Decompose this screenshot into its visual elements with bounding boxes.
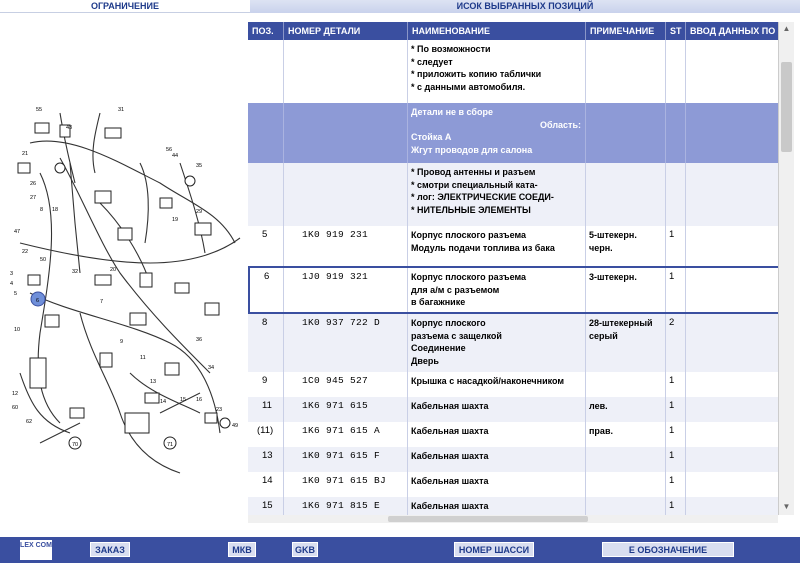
row-pos: 11 [248, 397, 284, 422]
row-name [408, 372, 586, 397]
row-name-line: * НИТЕЛЬНЫЕ ЭЛЕМЕНТЫ [411, 204, 531, 215]
column-header-name[interactable]: НАИМЕНОВАНИЕ [408, 22, 586, 40]
svg-text:20: 20 [110, 267, 117, 273]
svg-text:6: 6 [36, 298, 40, 304]
row-name-line: * Провод антенны и разъем [411, 167, 536, 177]
row-name-line: * с данными автомобиля. [411, 81, 526, 92]
svg-text:50: 50 [40, 257, 47, 263]
svg-text:10: 10 [14, 327, 21, 333]
column-header-qty[interactable]: ST [666, 22, 686, 40]
chassis-number-button[interactable]: НОМЕР ШАССИ [454, 542, 534, 557]
row-part-number: 1J0 919 321 [284, 268, 408, 312]
row-data-input[interactable] [686, 40, 778, 103]
row-note [586, 447, 666, 472]
row-name-line: для а/м с разъемом [411, 284, 500, 295]
row-data-input[interactable] [686, 497, 778, 515]
row-part-number: 1K0 937 722 D [284, 314, 408, 372]
svg-text:22: 22 [22, 249, 29, 255]
table-header [248, 22, 778, 40]
row-qty: 1 [666, 497, 686, 515]
row-pos: (11) [248, 422, 284, 447]
svg-text:12: 12 [12, 391, 19, 397]
svg-text:43: 43 [66, 125, 73, 131]
row-qty: 1 [666, 422, 686, 447]
svg-text:7: 7 [100, 299, 104, 305]
row-data-input[interactable] [686, 447, 778, 472]
row-pos [248, 40, 284, 103]
svg-text:15: 15 [180, 397, 187, 403]
row-name-line: * приложить копию таблички [411, 69, 542, 79]
svg-text:21: 21 [22, 151, 29, 157]
svg-text:11: 11 [140, 355, 146, 361]
svg-text:31: 31 [118, 107, 125, 113]
svg-text:26: 26 [30, 181, 37, 187]
row-pos: 9 [248, 372, 284, 397]
row-note [586, 472, 666, 497]
row-name-line: Область: [539, 119, 581, 130]
row-pos: 14 [248, 472, 284, 497]
row-name-line: Жгут проводов для салона [411, 144, 533, 155]
row-qty: 1 [666, 268, 686, 312]
svg-text:44: 44 [172, 153, 179, 159]
row-name [408, 103, 586, 163]
svg-text:4: 4 [10, 281, 14, 287]
parts-table [248, 22, 778, 515]
row-name-line: Корпус плоского разъема [411, 230, 526, 240]
row-name [408, 226, 586, 266]
row-name-line: Кабельная шахта [411, 476, 489, 486]
row-part-number: 1K6 971 615 A [284, 422, 408, 447]
row-part-number: 1K6 971 815 E [284, 497, 408, 515]
svg-text:5: 5 [14, 291, 18, 297]
wiring-diagram[interactable] [0, 13, 248, 537]
row-part-number: 1K0 971 615 BJ [284, 472, 408, 497]
svg-text:19: 19 [172, 217, 179, 223]
svg-text:36: 36 [196, 337, 203, 343]
row-note-line: 5-штекерн. [589, 230, 637, 240]
row-note [586, 397, 666, 422]
row-pos: 13 [248, 447, 284, 472]
horizontal-scrollbar[interactable] [248, 515, 778, 523]
row-name-line: Кабельная шахта [411, 401, 489, 411]
row-name [408, 40, 586, 103]
svg-text:8: 8 [40, 207, 44, 213]
horizontal-scroll-thumb[interactable] [388, 516, 588, 522]
row-note [586, 372, 666, 397]
row-name-line: разъема с защелкой [411, 330, 502, 341]
row-name [408, 268, 586, 312]
column-header-part-number[interactable]: НОМЕР ДЕТАЛИ [284, 22, 408, 40]
row-note-line: 28-штекерный [589, 318, 653, 328]
row-qty: 1 [666, 372, 686, 397]
row-note-line: серый [589, 330, 618, 341]
row-name [408, 422, 586, 447]
row-part-number: 1C0 945 527 [284, 372, 408, 397]
row-qty: 1 [666, 226, 686, 266]
row-name-line: * лог: ЭЛЕКТРИЧЕСКИЕ СОЕДИ- [411, 192, 554, 202]
svg-text:18: 18 [52, 207, 59, 213]
row-name-line: * следует [411, 56, 453, 67]
table-row[interactable] [248, 40, 778, 103]
svg-text:56: 56 [166, 147, 173, 153]
svg-text:16: 16 [196, 397, 203, 403]
table-row-group[interactable] [248, 103, 778, 163]
row-note-line: черн. [589, 242, 613, 253]
svg-text:32: 32 [72, 269, 79, 275]
scroll-down-icon[interactable]: ▼ [782, 502, 791, 511]
column-header-data-input[interactable]: ВВОД ДАННЫХ ПО [686, 22, 778, 40]
svg-text:47: 47 [14, 229, 21, 235]
row-name-line: Крышка с насадкой/наконечником [411, 376, 565, 386]
row-part-number [284, 103, 408, 163]
row-qty: 2 [666, 314, 686, 372]
row-name [408, 447, 586, 472]
row-part-number [284, 40, 408, 103]
svg-text:49: 49 [232, 423, 239, 429]
row-part-number: 1K0 971 615 F [284, 447, 408, 472]
table-row[interactable] [248, 422, 778, 447]
row-note [586, 103, 666, 163]
table-row[interactable] [248, 372, 778, 397]
row-data-input[interactable] [686, 472, 778, 497]
table-row[interactable] [248, 447, 778, 472]
row-name [408, 314, 586, 372]
row-note-line: прав. [589, 426, 613, 436]
mkb-button[interactable]: МКВ [228, 542, 256, 557]
designation-button[interactable]: Е ОБОЗНАЧЕНИЕ [602, 542, 734, 557]
row-qty: 1 [666, 397, 686, 422]
svg-text:9: 9 [120, 339, 124, 345]
svg-text:13: 13 [150, 379, 157, 385]
restriction-title[interactable]: ОГРАНИЧЕНИЕ [0, 0, 250, 13]
row-qty: 1 [666, 472, 686, 497]
vertical-scrollbar[interactable] [778, 22, 794, 515]
row-name-line: * По возможности [411, 44, 491, 54]
row-note [586, 163, 666, 226]
row-name-line: Соединение [411, 343, 466, 353]
order-button[interactable]: ЗАКАЗ [90, 542, 130, 557]
table-row[interactable] [248, 226, 778, 266]
row-data-input[interactable] [686, 314, 778, 372]
row-qty [666, 163, 686, 226]
row-data-input[interactable] [686, 268, 778, 312]
svg-text:71: 71 [167, 442, 174, 448]
svg-text:60: 60 [12, 405, 19, 411]
row-name-line: Кабельная шахта [411, 501, 489, 511]
vertical-scroll-thumb[interactable] [781, 62, 792, 152]
column-header-note[interactable]: ПРИМЕЧАНИЕ [586, 22, 666, 40]
column-header-pos[interactable]: ПОЗ. [248, 22, 284, 40]
svg-text:35: 35 [196, 163, 203, 169]
row-part-number: 1K0 919 231 [284, 226, 408, 266]
row-qty: 1 [666, 447, 686, 472]
row-pos [248, 103, 284, 163]
row-pos: 5 [248, 226, 284, 266]
row-name-line: Кабельная шахта [411, 426, 489, 436]
svg-text:62: 62 [26, 419, 33, 425]
gkb-button[interactable]: GKB [292, 542, 318, 557]
row-name-line: Корпус плоского разъема [411, 272, 526, 282]
row-name-line: Детали не в сборе [411, 107, 493, 117]
lexcom-logo: LEX COM [20, 540, 52, 560]
row-name-line: Дверь [411, 355, 439, 366]
row-data-input[interactable] [686, 103, 778, 163]
row-name-line: в багажнике [411, 297, 466, 307]
row-data-input[interactable] [686, 397, 778, 422]
svg-text:23: 23 [216, 407, 223, 413]
row-note [586, 497, 666, 515]
row-note [586, 226, 666, 266]
svg-text:29: 29 [196, 209, 203, 215]
bottom-toolbar [0, 537, 800, 563]
row-name [408, 163, 586, 226]
row-note [586, 314, 666, 372]
row-name-line: Модуль подачи топлива из бака [411, 242, 555, 253]
row-name-line: Стойка А [411, 132, 452, 142]
row-pos: 6 [250, 268, 284, 312]
wiring-harness-illustration [0, 13, 248, 537]
table-row[interactable] [248, 314, 778, 372]
row-name [408, 497, 586, 515]
row-part-number: 1K6 971 615 [284, 397, 408, 422]
row-data-input[interactable] [686, 163, 778, 226]
row-name-line: Кабельная шахта [411, 451, 489, 461]
table-row[interactable] [248, 497, 778, 515]
scroll-up-icon[interactable]: ▲ [782, 24, 791, 33]
row-part-number [284, 163, 408, 226]
row-data-input[interactable] [686, 422, 778, 447]
row-pos: 8 [248, 314, 284, 372]
row-note [586, 268, 666, 312]
row-qty [666, 103, 686, 163]
row-pos [248, 163, 284, 226]
row-note-line: лев. [589, 401, 608, 411]
row-pos: 15 [248, 497, 284, 515]
row-name-line: * смотри специальный ката- [411, 179, 538, 190]
row-note [586, 40, 666, 103]
row-qty [666, 40, 686, 103]
row-name [408, 397, 586, 422]
row-name [408, 472, 586, 497]
table-row[interactable] [248, 472, 778, 497]
table-row[interactable] [248, 163, 778, 226]
row-data-input[interactable] [686, 372, 778, 397]
svg-text:3: 3 [10, 271, 14, 277]
table-row[interactable] [248, 397, 778, 422]
svg-text:34: 34 [208, 365, 215, 371]
row-note-line: 3-штекерн. [589, 272, 637, 282]
selected-positions-title: ИСОК ВЫБРАННЫХ ПОЗИЦИЙ [250, 0, 800, 13]
svg-text:70: 70 [72, 442, 79, 448]
row-note [586, 422, 666, 447]
row-name-line: Корпус плоского [411, 318, 486, 328]
svg-text:14: 14 [160, 399, 167, 405]
svg-text:27: 27 [30, 195, 37, 201]
row-data-input[interactable] [686, 226, 778, 266]
table-row-selected[interactable] [248, 266, 778, 314]
svg-text:55: 55 [36, 107, 43, 113]
